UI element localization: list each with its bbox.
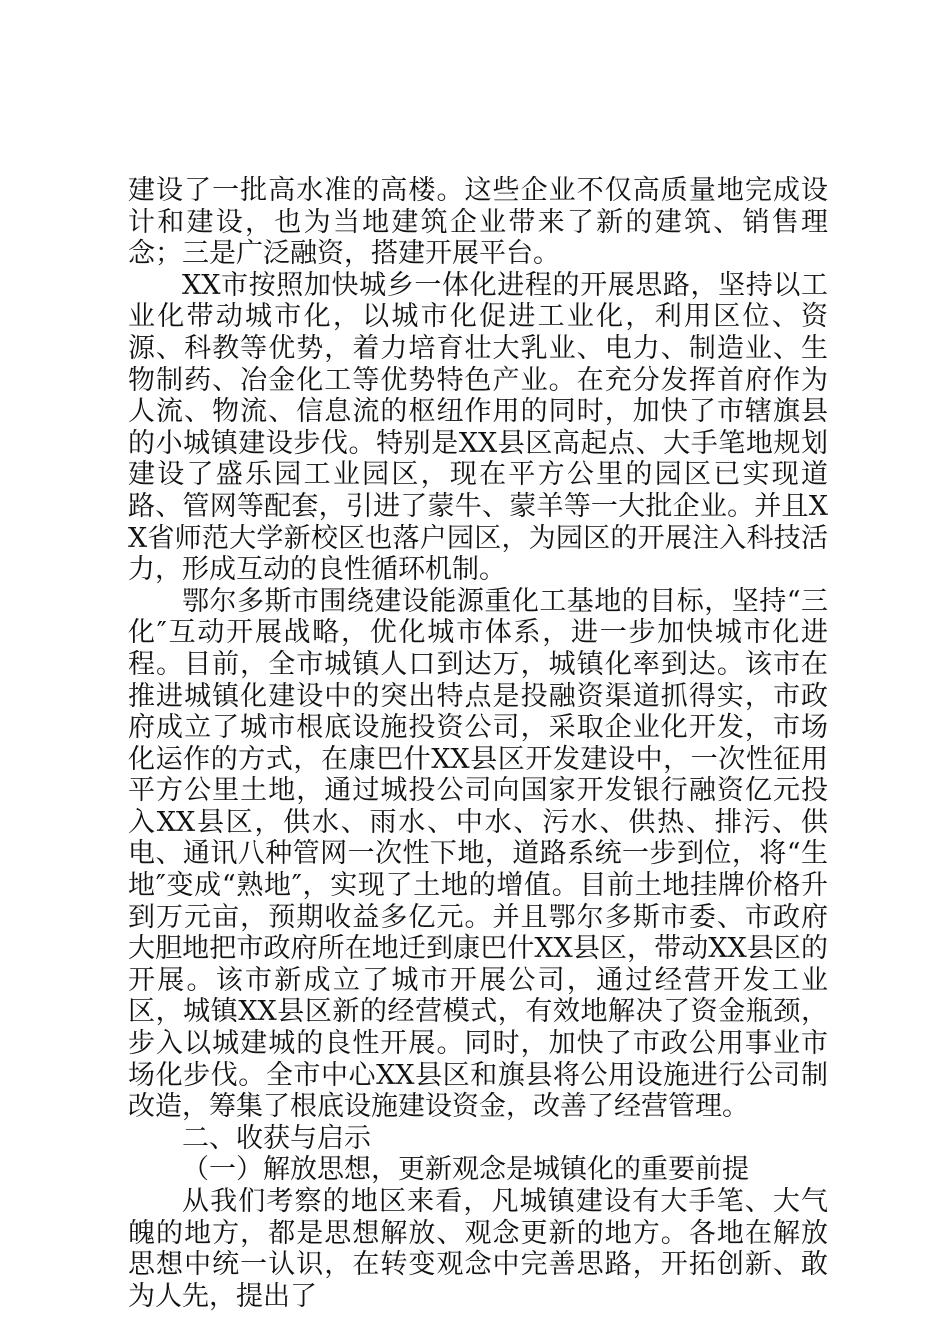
paragraph-continuation: 建设了一批高水准的高楼。这些企业不仅高质量地完成设计和建设，也为当地建筑企业带来了新的建筑、销售理念；三是广泛融资，搭建开展平台。 <box>128 175 828 270</box>
subsection-heading-1: （一）解放思想，更新观念是城镇化的重要前提 <box>182 1154 749 1186</box>
document-body <box>128 175 828 1312</box>
section-heading-gains: 二、收获与启示 <box>182 1122 371 1154</box>
paragraph-xx-city: XX市按照加快城乡一体化进程的开展思路，坚持以工业化带动城市化，以城市化促进工业化，利用区位、资源、科教等优势，着力培育壮大乳业、电力、制造业、生物制药、冶金化工等优势特色产业。在充分发挥首府作为人流、物流、信息流的枢纽作用的同时，加快了市辖旗县的小城镇建设步伐。特别是XX县区高起点、大手笔地规划建设了盛乐园工业园区，现在平方公里的园区已实现道路、管网等配套，引进了蒙牛、蒙羊等一大批企业。并且XX省师范大学新校区也落户园区，为园区的开展注入科技活力，形成互动的良性循环机制。 <box>128 269 828 586</box>
paragraph-observation: 从我们考察的地区来看，凡城镇建设有大手笔、大气魄的地方，都是思想解放、观念更新的地方。各地在解放思想中统一认识，在转变观念中完善思路，开拓创新、敢为人先，提出了 <box>128 1186 828 1312</box>
paragraph-ordos: 鄂尔多斯市围绕建设能源重化工基地的目标，坚持“三化″互动开展战略，优化城市体系，进一步加快城市化进程。目前，全市城镇人口到达万，城镇化率到达。该市在推进城镇化建设中的突出特点是投融资渠道抓得实，市政府成立了城市根底设施投资公司，采取企业化开发，市场化运作的方式，在康巴什XX县区开发建设中，一次性征用平方公里土地，通过城投公司向国家开发银行融资亿元投入XX县区，供水、雨水、中水、污水、供热、排污、供电、通讯八种管网一次性下地，道路系统一步到位，将“生地″变成“熟地″，实现了土地的增值。目前土地挂牌价格升到万元亩，预期收益多亿元。并且鄂尔多斯市委、市政府大胆地把市政府所在地迁到康巴什XX县区，带动XX县区的开展。该市新成立了城市开展公司，通过经营开发工业区，城镇XX县区新的经营模式，有效地解决了资金瓶颈，步入以城建城的良性开展。同时，加快了市政公用事业市场化步伐。全市中心XX县区和旗县将公用设施进行公司制改造，筹集了根底设施建设资金，改善了经营管理。 <box>128 585 828 1123</box>
